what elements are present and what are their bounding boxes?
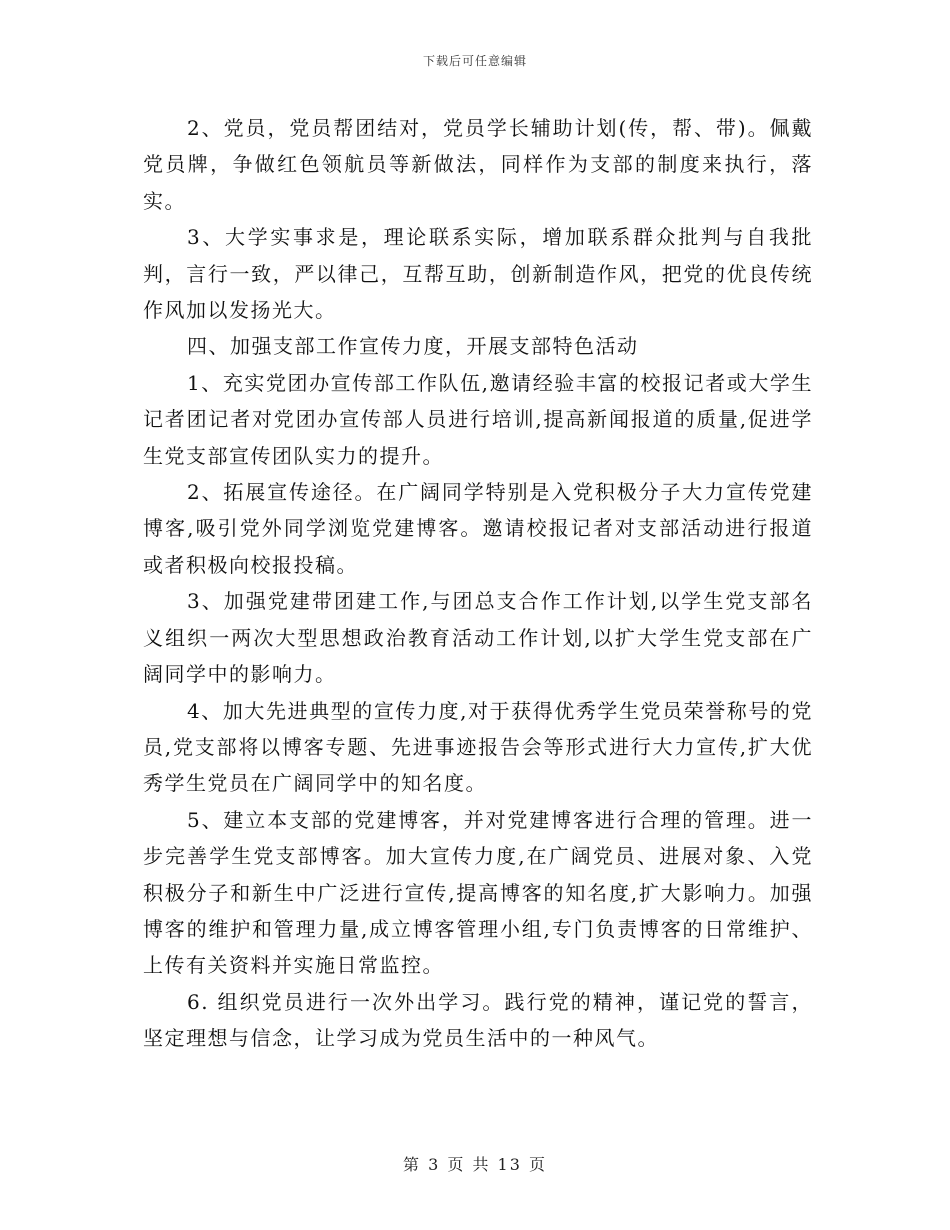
document-body: [143, 110, 813, 1057]
paragraph: 2、拓展宣传途径。在广阔同学特别是入党积极分子大力宣传党建博客,吸引党外同学浏览党建博客。邀请校报记者对支部活动进行报道或者积极向校报投稿。: [143, 480, 813, 577]
paragraph: 1、充实党团办宣传部工作队伍,邀请经验丰富的校报记者或大学生记者团记者对党团办宣传部人员进行培训,提高新闻报道的质量,促进学生党支部宣传团队实力的提升。: [143, 370, 813, 468]
page-number-footer: 第 3 页 共 13 页: [403, 1155, 547, 1174]
paragraph: 3、大学实事求是，理论联系实际，增加联系群众批判与自我批判，言行一致，严以律己，互帮互助，创新制造作风，把党的优良传统作风加以发扬光大。: [143, 225, 813, 323]
paragraph: 4、加大先进典型的宣传力度,对于获得优秀学生党员荣誉称号的党员,党支部将以博客专题、先进事迹报告会等形式进行大力宣传,扩大优秀学生党员在广阔同学中的知名度。: [143, 698, 813, 796]
paragraph: 2、党员，党员帮团结对，党员学长辅助计划(传，帮、带)。佩戴党员牌，争做红色领航员等新做法，同样作为支部的制度来执行，落实。: [143, 116, 813, 213]
paragraph: 5、建立本支部的党建博客，并对党建博客进行合理的管理。进一步完善学生党支部博客。加大宣传力度,在广阔党员、进展对象、入党积极分子和新生中广泛进行宣传,提高博客的知名度,扩大影响力。加强博客的维护和管理力量,成立博客管理小组,专门负责博客的日常维护、上传有关资料并实施日常监控。: [143, 807, 813, 978]
section-heading: 四、加强支部工作宣传力度，开展支部特色活动: [187, 334, 639, 359]
paragraph: 3、加强党建带团建工作,与团总支合作工作计划,以学生党支部名义组织一两次大型思想政治教育活动工作计划,以扩大学生党支部在广阔同学中的影响力。: [143, 589, 813, 687]
page-header: 下载后可任意编辑: [422, 54, 527, 68]
paragraph: 6. 组织党员进行一次外出学习。践行党的精神，谨记党的誓言，坚定理想与信念，让学习成为党员生活中的一种风气。: [143, 989, 813, 1051]
